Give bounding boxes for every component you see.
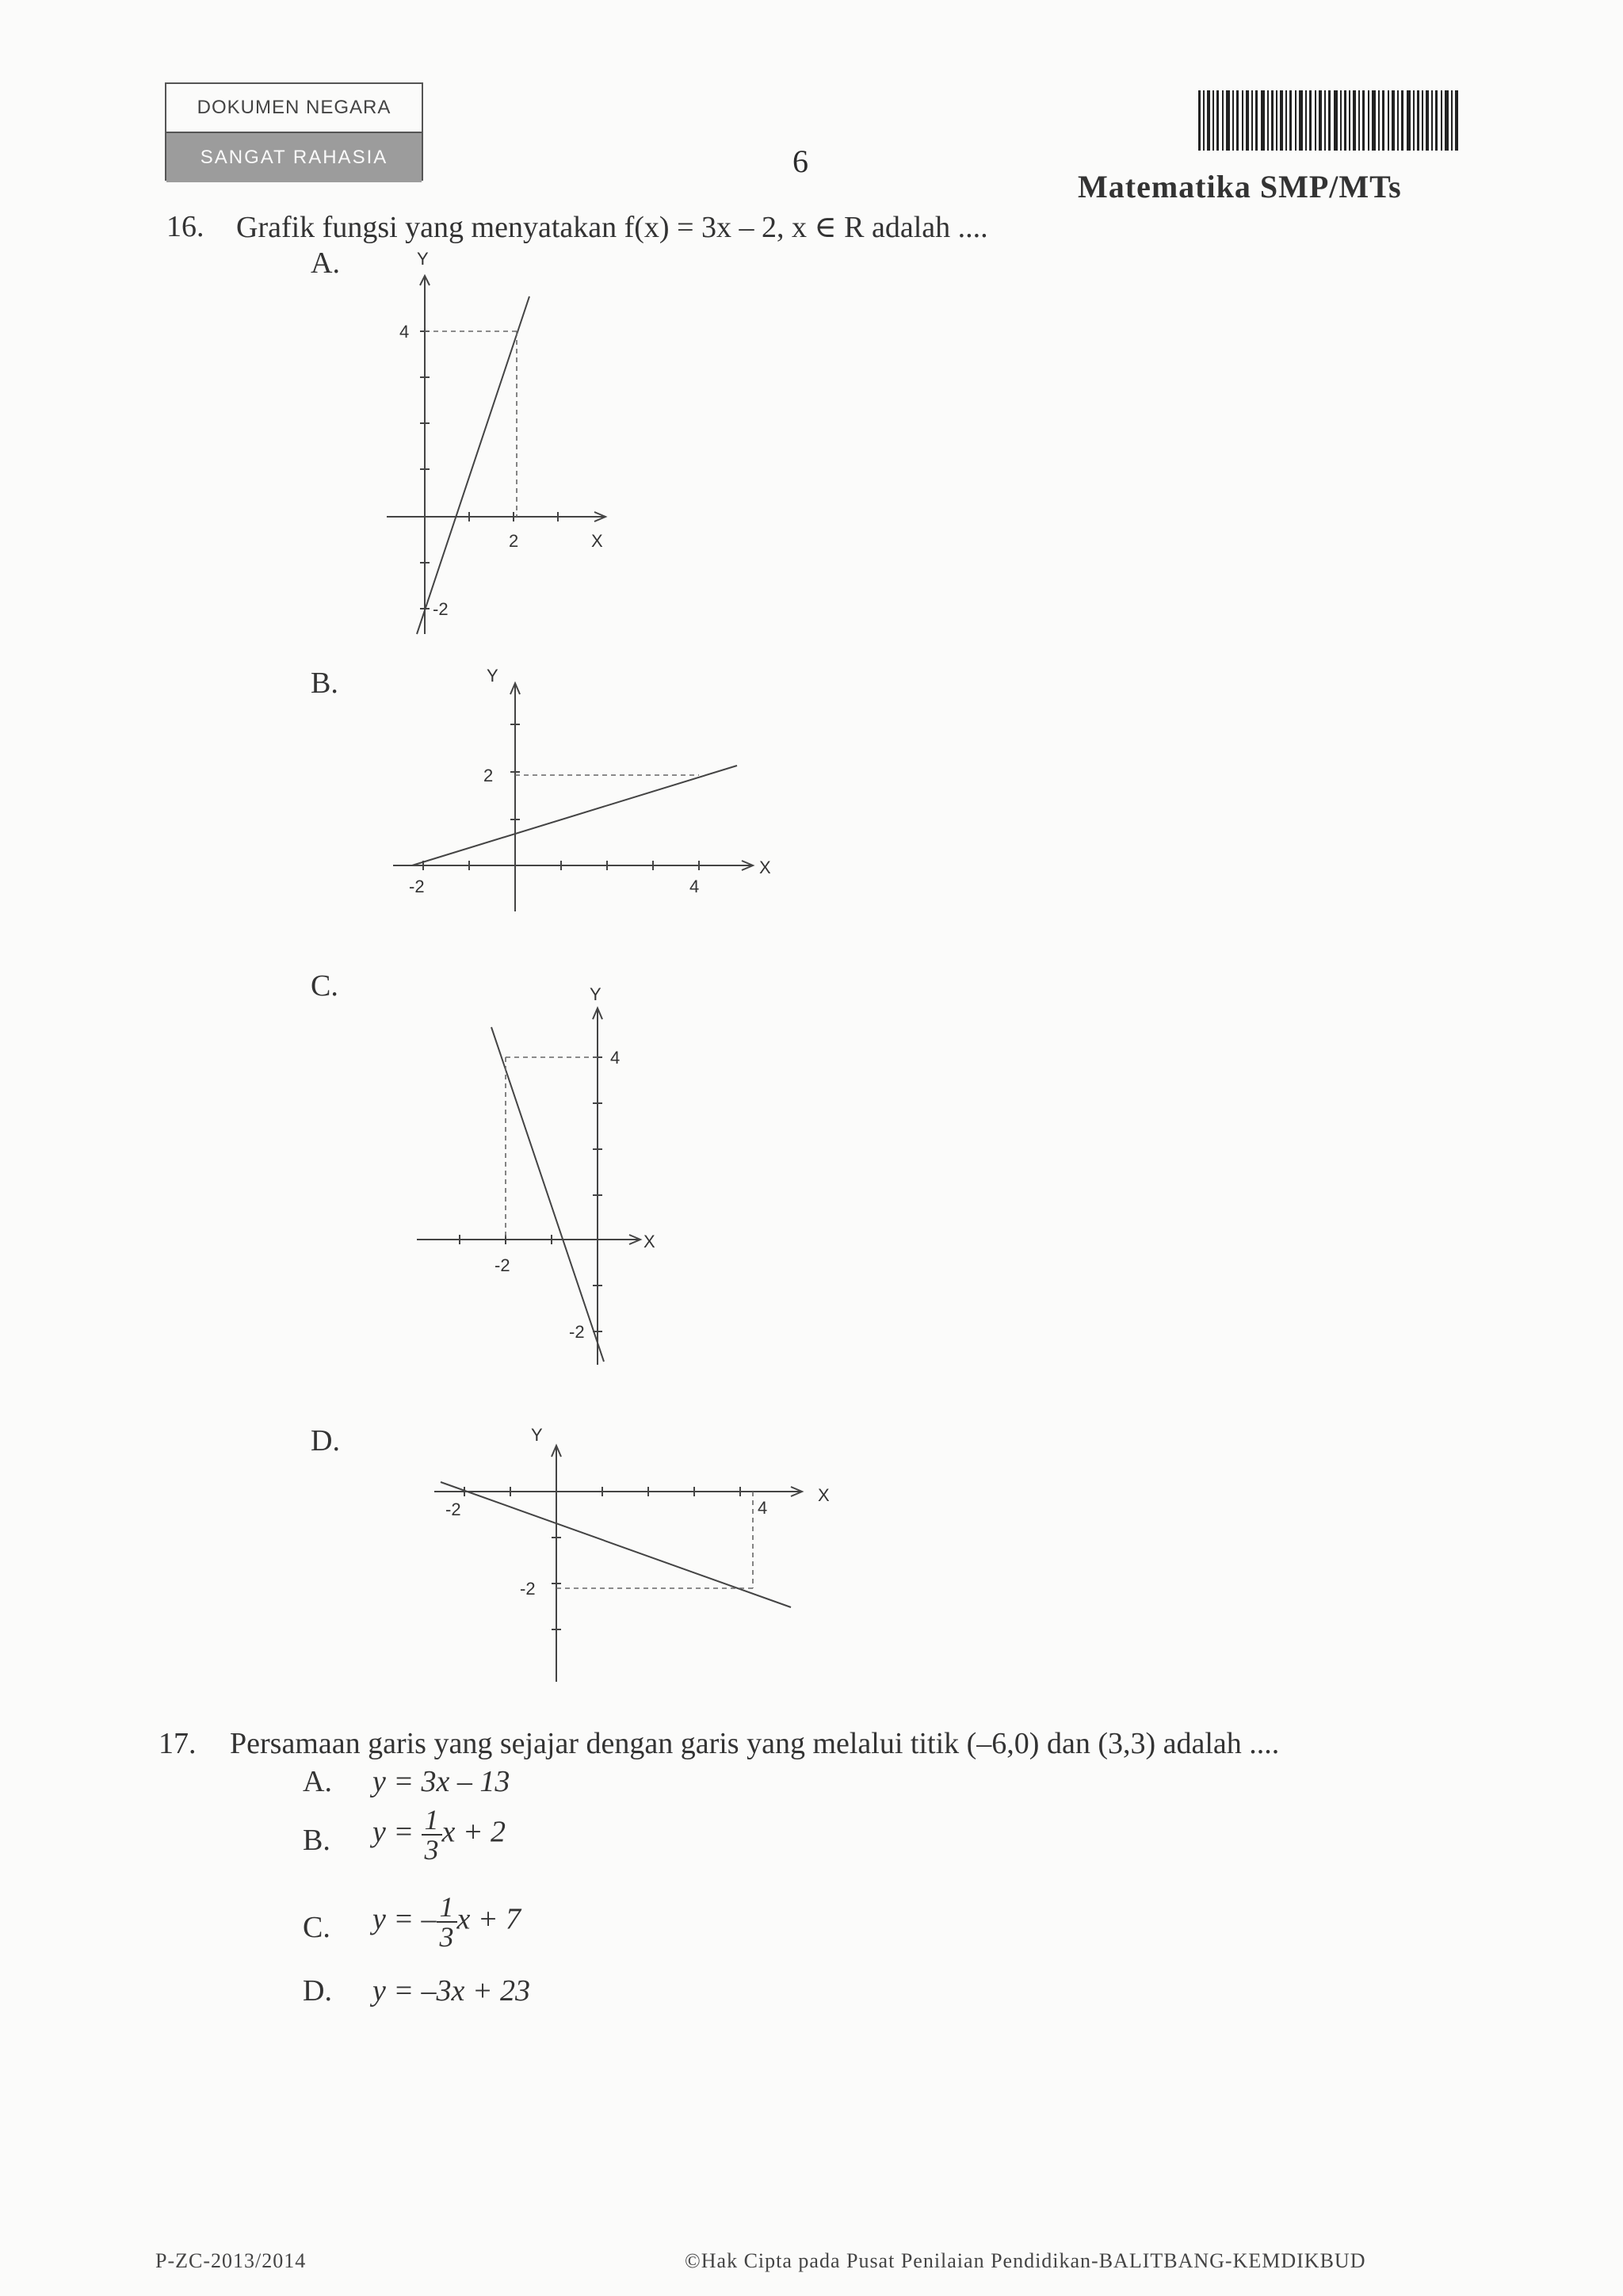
q16-option-d-letter[interactable]: D. <box>311 1424 340 1457</box>
tick-label: 4 <box>689 877 700 896</box>
tick-label: -2 <box>433 599 449 619</box>
q16-option-c-letter[interactable]: C. <box>311 969 338 1003</box>
subject-title: Matematika SMP/MTs <box>1078 169 1402 204</box>
q17-text: Persamaan garis yang sejajar dengan garis yang melalui titik (–6,0) dan (3,3) adalah .... <box>230 1727 1280 1760</box>
q17-option-c-answer[interactable]: y = – $\frac{1}{3}$ x + 7 <box>372 1891 521 1953</box>
q17-option-a-answer[interactable]: y = 3x – 13 <box>372 1765 510 1798</box>
q16-graph-a[interactable] <box>372 246 626 642</box>
q17-number: 17. <box>158 1727 197 1760</box>
y-axis-label: Y <box>590 984 601 1004</box>
y-axis-label: Y <box>487 666 498 686</box>
x-axis-label: X <box>759 858 771 877</box>
tick-label: 4 <box>399 322 410 342</box>
tick-label: -2 <box>445 1499 461 1519</box>
fraction: $\frac{1}{3}$ <box>437 1893 457 1951</box>
q17-option-a-letter[interactable]: A. <box>303 1765 332 1798</box>
tick-label: 2 <box>509 531 519 551</box>
tick-label: -2 <box>495 1255 510 1275</box>
x-axis-label: X <box>818 1485 830 1505</box>
graph-line <box>441 1482 791 1607</box>
q17-option-d-answer[interactable]: y = –3x + 23 <box>372 1974 531 2008</box>
q16-graph-d[interactable] <box>412 1415 856 1690</box>
footer-code: P-ZC-2013/2014 <box>155 2249 307 2272</box>
fraction: $\frac{1}{3}$ <box>422 1805 442 1864</box>
footer-copyright: ©Hak Cipta pada Pusat Penilaian Pendidikan-BALITBANG-KEMDIKBUD <box>685 2249 1366 2272</box>
doc-label: DOKUMEN NEGARA <box>166 84 422 133</box>
barcode <box>1198 90 1460 151</box>
q17-option-c-letter[interactable]: C. <box>303 1911 330 1944</box>
q16-graph-c[interactable] <box>404 968 689 1373</box>
tick-label: -2 <box>569 1322 585 1342</box>
q17-option-b-answer[interactable]: y = $\frac{1}{3}$ x + 2 <box>372 1804 506 1866</box>
q16-option-b-letter[interactable]: B. <box>311 667 338 700</box>
q16-text: Grafik fungsi yang menyatakan f(x) = 3x – 2, x ∈ R adalah .... <box>236 211 988 244</box>
tick-label: 4 <box>610 1048 621 1068</box>
graph-line <box>491 1027 604 1362</box>
q16-graph-b[interactable] <box>380 658 792 919</box>
q17-option-d-letter[interactable]: D. <box>303 1974 332 2008</box>
y-axis-label: Y <box>417 249 429 269</box>
tick-label: -2 <box>520 1579 536 1599</box>
page-number: 6 <box>792 143 808 179</box>
y-axis-label: Y <box>531 1425 543 1445</box>
tick-label: 2 <box>483 766 494 785</box>
classification-label <box>165 82 423 181</box>
secret-label: SANGAT RAHASIA <box>166 133 422 182</box>
q16-option-a-letter[interactable]: A. <box>311 246 340 280</box>
graph-line <box>417 296 529 634</box>
q16-number: 16. <box>166 210 204 243</box>
tick-label: -2 <box>409 877 425 896</box>
x-axis-label: X <box>591 531 603 551</box>
x-axis-label: X <box>643 1232 655 1251</box>
graph-line <box>412 766 737 865</box>
q17-option-b-letter[interactable]: B. <box>303 1824 330 1857</box>
tick-label: 4 <box>758 1498 768 1518</box>
